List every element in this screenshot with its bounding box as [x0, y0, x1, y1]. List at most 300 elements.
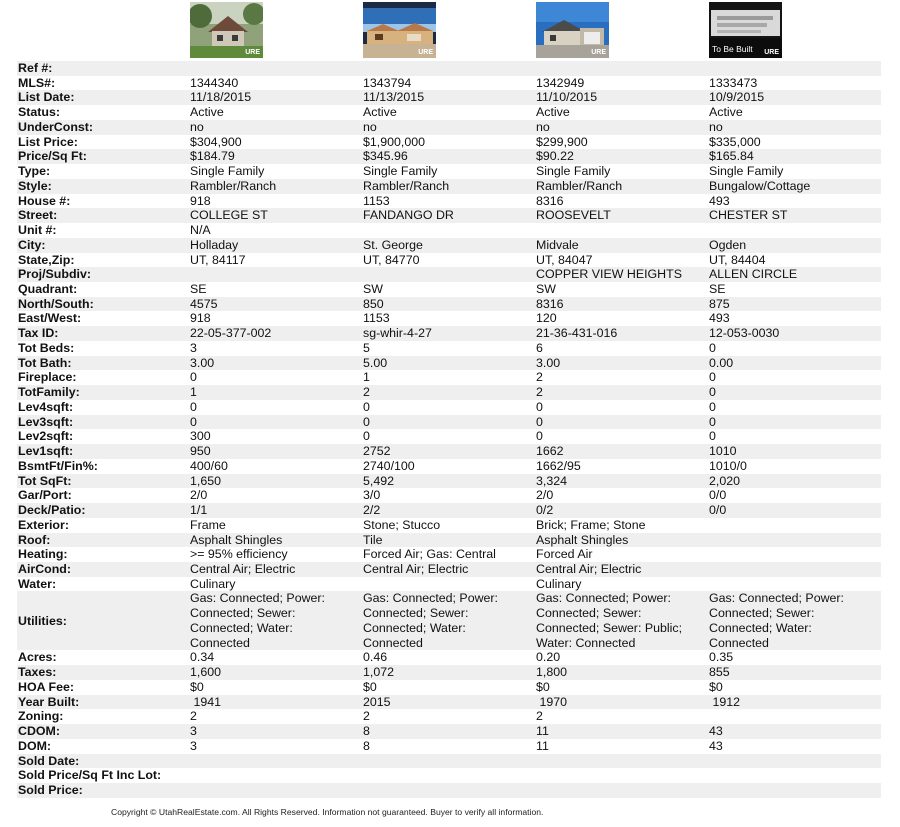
listing-2-value — [362, 591, 535, 650]
row-label: CDOM: — [17, 724, 189, 739]
listing-4-value — [708, 562, 881, 577]
listing-3-value: 11 — [535, 724, 708, 739]
listing-2-value: no — [362, 120, 535, 135]
table-row — [17, 503, 881, 518]
listing-3-value: 8316 — [536, 193, 564, 208]
listing-1-value: 950 — [189, 444, 362, 459]
listing-3-value: Brick; Frame; Stone — [536, 517, 646, 532]
table-row — [17, 665, 881, 680]
table-row — [17, 223, 881, 238]
listing-2-value: Forced Air; Gas: Central — [363, 547, 496, 562]
listing-1-value — [189, 783, 362, 798]
listing-1-value: $0 — [190, 679, 204, 694]
table-row — [17, 253, 881, 268]
row-label: State,Zip: — [18, 252, 75, 267]
row-label: Lev3sqft: — [17, 415, 189, 430]
row-label: Tax ID: — [17, 326, 189, 341]
listing-2-value: 0 — [363, 429, 370, 444]
listing-2-value: 5 — [363, 340, 370, 355]
listing-1-value: 0 — [190, 370, 197, 385]
listing-4-value: UT, 84404 — [709, 252, 766, 267]
listing-4-value: 855 — [708, 665, 881, 680]
row-label: Taxes: — [17, 665, 189, 680]
row-label: Style: — [17, 179, 189, 194]
listing-3-value: UT, 84047 — [536, 252, 593, 267]
row-label: Status: — [18, 105, 60, 120]
table-row — [17, 90, 881, 105]
table-row — [17, 518, 881, 533]
row-label: Heating: — [18, 547, 68, 562]
listing-1-value: 3 — [189, 724, 362, 739]
listing-2-value: 2 — [362, 385, 535, 400]
row-label: Proj/Subdiv: — [17, 267, 189, 282]
listing-2-value: 2/2 — [362, 503, 535, 518]
table-row — [17, 282, 881, 297]
photo-badge: URE — [245, 49, 260, 56]
value-line: Connected; Sewer: — [709, 606, 815, 621]
listing-3-value: 0.20 — [536, 650, 561, 665]
listing-4-value: 0 — [709, 399, 716, 414]
row-label: List Price: — [18, 134, 78, 149]
listing-2-value — [362, 61, 535, 76]
listing-3-value: Central Air; Electric — [535, 562, 708, 577]
listing-2-value: 2740/100 — [363, 458, 415, 473]
photo-badge: URE — [591, 49, 606, 56]
listing-3-value: Asphalt Shingles — [535, 533, 708, 548]
listing-1-value: Active — [190, 105, 224, 120]
listing-3-value: 11/10/2015 — [535, 90, 708, 105]
listing-4-value: no — [708, 120, 881, 135]
listing-4-value: 0 — [709, 370, 716, 385]
listing-photo-2[interactable] — [363, 2, 436, 58]
table-row — [17, 238, 881, 253]
listing-1-value — [189, 754, 362, 769]
table-row — [17, 739, 881, 754]
row-label: Lev1sqft: — [17, 444, 189, 459]
listing-1-value: 11/18/2015 — [189, 90, 362, 105]
listing-3-value: Rambler/Ranch — [535, 179, 708, 194]
table-row — [17, 415, 881, 430]
row-label: Acres: — [18, 650, 57, 665]
listing-2-value: $0 — [363, 679, 377, 694]
listing-1-value: 0.34 — [190, 650, 215, 665]
listing-4-value: $165.84 — [708, 149, 881, 164]
listing-3-value — [535, 783, 708, 798]
row-label: Sold Price: — [17, 783, 189, 798]
listing-3-value: 0 — [536, 399, 543, 414]
listing-4-value: 493 — [709, 311, 730, 326]
listing-1-value: 3 — [190, 738, 197, 753]
listing-1-value — [189, 61, 362, 76]
listing-1-value: COLLEGE ST — [189, 208, 362, 223]
listing-4-value: SE — [709, 282, 726, 297]
table-row — [17, 297, 881, 312]
value-line: Connected — [709, 635, 769, 650]
listing-1-value: 918 — [190, 193, 211, 208]
table-row — [17, 149, 881, 164]
listing-2-value: 5,492 — [362, 474, 535, 489]
listing-2-value: 3/0 — [363, 488, 381, 503]
table-row — [17, 783, 881, 798]
photo-badge: URE — [418, 49, 433, 56]
listing-3-value: 0/2 — [535, 503, 708, 518]
value-line: Connected; Water: — [190, 620, 293, 635]
listing-3-value: ROOSEVELT — [535, 208, 708, 223]
listing-3-value: Culinary — [536, 576, 582, 591]
listing-3-value: 3,324 — [535, 474, 708, 489]
listing-3-value: 1970 — [535, 695, 708, 710]
table-row — [17, 135, 881, 150]
listing-2-value: 8 — [363, 738, 370, 753]
listing-4-value — [708, 577, 881, 592]
row-label: Year Built: — [17, 695, 189, 710]
table-row — [17, 577, 881, 592]
listing-3-value: 21-36-431-016 — [535, 326, 708, 341]
listing-4-value: 0.35 — [709, 650, 734, 665]
listing-4-value: 43 — [709, 738, 723, 753]
table-row — [17, 533, 881, 548]
listing-1-value: 1,650 — [189, 474, 362, 489]
listing-3-value: Active — [536, 105, 570, 120]
listing-2-value: Single Family — [363, 164, 438, 179]
value-line: Connected; Sewer: — [536, 606, 642, 621]
listing-4-value: 1010/0 — [709, 458, 747, 473]
row-label: East/West: — [18, 311, 82, 326]
listing-3-value — [535, 768, 708, 783]
listing-photos — [0, 2, 900, 60]
row-label: TotFamily: — [17, 385, 189, 400]
row-label: Type: — [18, 164, 51, 179]
listing-2-value — [362, 768, 535, 783]
listing-1-value: 1344340 — [190, 75, 239, 90]
row-label: Water: — [18, 576, 57, 591]
listing-1-value: SE — [190, 282, 207, 297]
listing-3-value: 120 — [536, 311, 557, 326]
row-label: BsmtFt/Fin%: — [18, 458, 98, 473]
row-label: Tot SqFt: — [17, 474, 189, 489]
table-row — [17, 267, 881, 282]
listing-2-value: $1,900,000 — [363, 134, 426, 149]
listing-1-value: 300 — [190, 429, 211, 444]
listing-2-value: SW — [363, 282, 383, 297]
listing-1-value: Single Family — [190, 164, 265, 179]
listing-3-value: 2 — [536, 370, 543, 385]
listing-4-value: Active — [709, 105, 743, 120]
listing-4-value — [708, 547, 881, 562]
listing-1-value: N/A — [190, 223, 211, 238]
row-label: Gar/Port: — [18, 488, 72, 503]
listing-3-value: 1662 — [535, 444, 708, 459]
listing-1-value: 3.00 — [189, 356, 362, 371]
listing-2-value: 1343794 — [363, 75, 412, 90]
row-label: House #: — [18, 193, 71, 208]
listing-1-value: 4575 — [189, 297, 362, 312]
row-label: Lev4sqft: — [18, 399, 74, 414]
table-row — [17, 61, 881, 76]
listing-4-value: Bungalow/Cottage — [708, 179, 881, 194]
row-label: Price/Sq Ft: — [17, 149, 189, 164]
table-row — [17, 385, 881, 400]
listing-1-value: 0 — [189, 415, 362, 430]
listing-3-value: no — [535, 120, 708, 135]
listing-4-value: 12-053-0030 — [708, 326, 881, 341]
listing-4-value: 0 — [708, 385, 881, 400]
listing-4-value: 1912 — [708, 695, 881, 710]
listing-4-value: 875 — [708, 297, 881, 312]
table-row — [17, 650, 881, 665]
listing-2-value: 5.00 — [362, 356, 535, 371]
row-label: Quadrant: — [18, 282, 78, 297]
to-be-built-label: To Be Built — [712, 44, 753, 54]
listing-2-value — [362, 577, 535, 592]
listing-2-value: 1 — [363, 370, 370, 385]
row-label: Deck/Patio: — [17, 503, 189, 518]
photo-badge: URE — [764, 49, 779, 56]
listing-2-value: 1153 — [363, 311, 390, 326]
table-row — [17, 754, 881, 769]
listing-3-value: COPPER VIEW HEIGHTS — [535, 267, 708, 282]
listing-4-value: 0/0 — [708, 503, 881, 518]
listing-3-value: $90.22 — [535, 149, 708, 164]
listing-2-value: 850 — [362, 297, 535, 312]
listing-4-value — [708, 61, 881, 76]
listing-1-value: 2/0 — [190, 488, 208, 503]
table-row — [17, 562, 881, 577]
listing-1-value — [189, 267, 362, 282]
value-line: Connected; Sewer: Public; — [536, 620, 683, 635]
row-label: Tot Bath: — [17, 356, 189, 371]
row-label: AirCond: — [17, 562, 189, 577]
table-row — [17, 591, 881, 650]
table-row — [17, 695, 881, 710]
listing-2-value: St. George — [362, 238, 535, 253]
listing-2-value: Central Air; Electric — [362, 562, 535, 577]
listing-3-value: SW — [536, 282, 556, 297]
table-row — [17, 105, 881, 120]
value-line: Connected; Sewer: — [190, 606, 296, 621]
row-label: Lev2sqft: — [18, 429, 74, 444]
listing-3-value: 3.00 — [535, 356, 708, 371]
listing-photo-4[interactable] — [709, 2, 782, 58]
listing-3-value: 2/0 — [536, 488, 554, 503]
table-row — [17, 429, 881, 444]
listing-2-value: 0 — [363, 399, 370, 414]
listing-2-value: 11/13/2015 — [362, 90, 535, 105]
value-line: Gas: Connected; Power: — [190, 591, 325, 606]
listing-2-value: 1,072 — [362, 665, 535, 680]
table-row — [17, 120, 881, 135]
listing-2-value — [362, 754, 535, 769]
listing-1-value: 1941 — [189, 695, 362, 710]
listing-2-value: 0.46 — [363, 650, 388, 665]
row-label: City: — [17, 238, 189, 253]
listing-2-value — [362, 267, 535, 282]
listing-1-value: Holladay — [189, 238, 362, 253]
listing-1-value — [189, 768, 362, 783]
listing-4-value: $335,000 — [709, 134, 761, 149]
listing-3-value: Forced Air — [536, 547, 593, 562]
listing-1-value: 918 — [190, 311, 211, 326]
listing-photo-1[interactable] — [190, 2, 263, 58]
listing-3-value: 1,800 — [535, 665, 708, 680]
listing-2-value: FANDANGO DR — [362, 208, 535, 223]
listing-4-value: 10/9/2015 — [708, 90, 881, 105]
row-label: Tot Beds: — [18, 340, 75, 355]
listing-4-value: 0 — [708, 415, 881, 430]
listing-4-value — [708, 783, 881, 798]
listing-1-value: 1,600 — [189, 665, 362, 680]
table-row — [17, 709, 881, 724]
value-line: Connected; Sewer: — [363, 606, 469, 621]
value-line: Connected — [363, 635, 423, 650]
row-label: HOA Fee: — [18, 679, 74, 694]
value-line: Gas: Connected; Power: — [536, 591, 671, 606]
table-row — [17, 459, 881, 474]
row-label: DOM: — [18, 738, 52, 753]
listing-4-value: 1333473 — [709, 75, 758, 90]
listing-1-value: Frame — [190, 517, 226, 532]
table-row — [17, 547, 881, 562]
listing-comparison-table — [17, 61, 881, 798]
listing-2-value: $345.96 — [362, 149, 535, 164]
value-line: Connected; Water: — [709, 620, 812, 635]
listing-2-value: Rambler/Ranch — [362, 179, 535, 194]
row-label: Zoning: — [18, 709, 64, 724]
listing-2-value: 0 — [362, 415, 535, 430]
table-row — [17, 400, 881, 415]
listing-4-value — [708, 768, 881, 783]
row-label: UnderConst: — [17, 120, 189, 135]
listing-1-value: 3 — [190, 340, 197, 355]
listing-3-value: 11 — [536, 738, 549, 753]
listing-3-value: 8316 — [535, 297, 708, 312]
listing-4-value — [708, 591, 881, 650]
listing-photo-3[interactable] — [536, 2, 609, 58]
listing-3-value: Single Family — [536, 164, 611, 179]
row-label: Utilities: — [17, 591, 189, 650]
listing-2-value — [362, 783, 535, 798]
listing-1-value — [189, 591, 362, 650]
listing-1-value: 2 — [190, 709, 197, 724]
listing-4-value: Single Family — [709, 164, 784, 179]
value-line: Connected; Water: — [363, 620, 466, 635]
listing-4-value: 493 — [709, 193, 730, 208]
row-label: MLS#: — [18, 75, 56, 90]
listing-4-value: 0.00 — [708, 356, 881, 371]
row-label: Exterior: — [18, 517, 69, 532]
listing-2-value: 2752 — [362, 444, 535, 459]
table-row — [17, 680, 881, 695]
row-label: Sold Date: — [17, 754, 189, 769]
listing-4-value: Ogden — [708, 238, 881, 253]
listing-3-value: 6 — [536, 340, 543, 355]
table-row — [17, 474, 881, 489]
listing-3-value: 2 — [536, 709, 543, 724]
row-label: Sold Price/Sq Ft Inc Lot: — [18, 768, 162, 783]
listing-3-value — [535, 223, 708, 238]
listing-2-value: Tile — [362, 533, 535, 548]
listing-3-value: $299,900 — [536, 134, 588, 149]
listing-2-value: sg-whir-4-27 — [362, 326, 535, 341]
listing-4-value — [708, 709, 881, 724]
listing-2-value: Stone; Stucco — [363, 517, 441, 532]
table-row — [17, 768, 881, 783]
listing-1-value: 1/1 — [189, 503, 362, 518]
row-label: List Date: — [17, 90, 189, 105]
comparison-rows — [17, 61, 881, 798]
listing-1-value: $184.79 — [189, 149, 362, 164]
table-row — [17, 356, 881, 371]
table-row — [17, 326, 881, 341]
value-line: Connected — [190, 635, 250, 650]
value-line: Water: Connected — [536, 635, 636, 650]
table-row — [17, 488, 881, 503]
table-row — [17, 311, 881, 326]
listing-4-value — [708, 533, 881, 548]
listing-4-value: 0/0 — [709, 488, 727, 503]
listing-3-value — [535, 754, 708, 769]
row-label: Unit #: — [18, 223, 57, 238]
listing-2-value: 2 — [363, 709, 370, 724]
listing-3-value: $0 — [536, 679, 550, 694]
listing-1-value: 400/60 — [190, 458, 228, 473]
row-label: Fireplace: — [18, 370, 77, 385]
table-row — [17, 341, 881, 356]
listing-3-value: 0 — [535, 415, 708, 430]
listing-2-value: UT, 84770 — [363, 252, 420, 267]
row-label: Roof: — [17, 533, 189, 548]
table-row — [17, 724, 881, 739]
listing-4-value: $0 — [709, 679, 723, 694]
row-label: Street: — [17, 208, 189, 223]
listing-1-value: Central Air; Electric — [189, 562, 362, 577]
row-label: Ref #: — [17, 61, 189, 76]
listing-3-value: 2 — [535, 385, 708, 400]
listing-1-value: 0 — [190, 399, 197, 414]
row-label: North/South: — [17, 297, 189, 312]
listing-4-value: 2,020 — [708, 474, 881, 489]
listing-1-value: $304,900 — [190, 134, 242, 149]
listing-3-value: 1662/95 — [536, 458, 581, 473]
listing-4-value: 0 — [709, 340, 716, 355]
listing-2-value: 1153 — [363, 193, 390, 208]
listing-2-value: 2015 — [362, 695, 535, 710]
listing-1-value: Asphalt Shingles — [189, 533, 362, 548]
listing-2-value — [362, 223, 535, 238]
listing-4-value: ALLEN CIRCLE — [708, 267, 881, 282]
listing-4-value — [708, 223, 881, 238]
listing-4-value: CHESTER ST — [708, 208, 881, 223]
table-row — [17, 76, 881, 91]
listing-3-value — [535, 61, 708, 76]
listing-1-value: no — [189, 120, 362, 135]
listing-4-value: 43 — [708, 724, 881, 739]
table-row — [17, 444, 881, 459]
listing-1-value: 22-05-377-002 — [189, 326, 362, 341]
listing-4-value — [708, 518, 881, 533]
listing-1-value: 1 — [189, 385, 362, 400]
listing-4-value: 1010 — [708, 444, 881, 459]
table-row — [17, 194, 881, 209]
value-line: Gas: Connected; Power: — [363, 591, 498, 606]
listing-2-value: Active — [363, 105, 397, 120]
listing-1-value: UT, 84117 — [190, 252, 246, 267]
table-row — [17, 179, 881, 194]
listing-1-value: >= 95% efficiency — [190, 547, 288, 562]
listing-1-value: Culinary — [190, 576, 236, 591]
copyright-footer: Copyright © UtahRealEstate.com. All Rights Reserved. Information not guaranteed. Buyer to verify all information. — [111, 807, 544, 817]
listing-4-value: 0 — [709, 429, 716, 444]
